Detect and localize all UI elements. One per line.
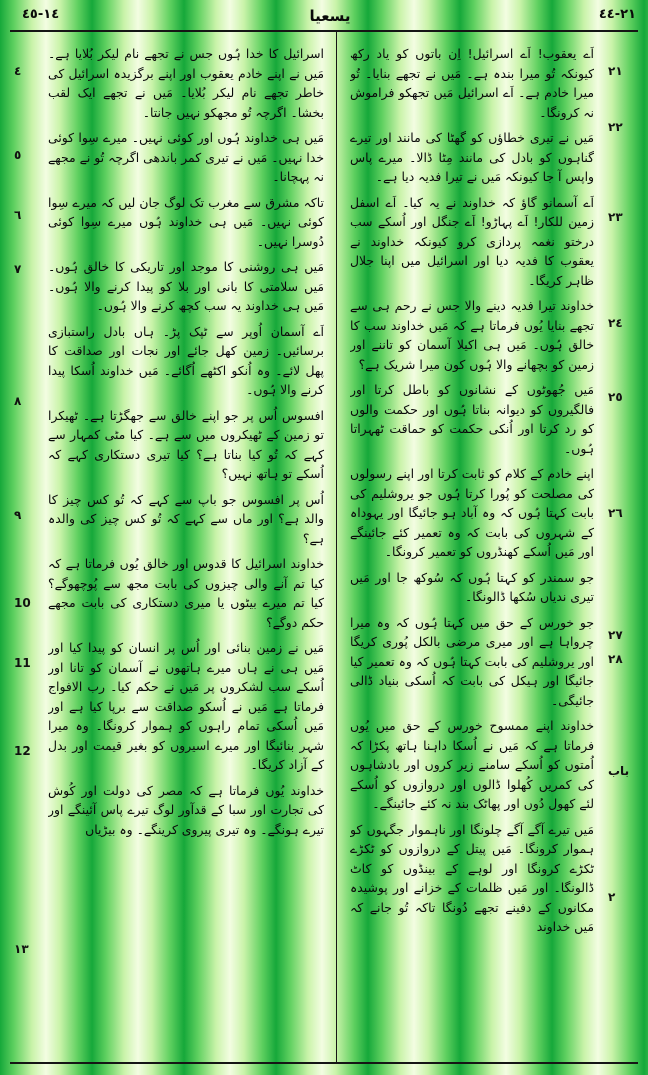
chapter-marker: باب	[608, 764, 630, 778]
book-title: يسعيا	[309, 7, 351, 25]
verse-text: مَیں جُھوٹوں کے نشانوں کو باطل کرتا اور فالگیروں کو دیوانہ بناتا ہُوں اور حکمت والوں کو رد کرتا اور اُنکی حکمت کو حماقت ٹھہراتا ہُوں۔	[350, 382, 594, 456]
verse	[48, 322, 324, 400]
verse	[48, 781, 324, 840]
right-verse-number: ٢٤	[608, 316, 623, 330]
verse	[48, 44, 324, 122]
verse-text: خداوند اسرائیل کا قدوس اور خالق یُوں فرماتا ہے کہ کیا تم آنے والی چیزوں کی بابت مجھ سے پُوچھوگے؟ کیا تم میرے بیٹوں یا میری دستکاری کی بابت مجھے حکم دوگے؟	[48, 556, 324, 630]
header-rule	[10, 30, 638, 32]
right-verse-number: ٢٧	[608, 628, 623, 642]
verse	[350, 613, 594, 711]
verse	[350, 568, 594, 607]
footer-rule	[10, 1062, 638, 1064]
verse-text: تاکہ مشرق سے مغرب تک لوگ جان لیں کہ میرے سِوا کوئی نہیں۔ مَیں ہی خداوند ہُوں میرے سِوا کوئی دُوسرا نہیں۔	[48, 194, 324, 249]
left-verse-number: ١٣	[14, 942, 29, 956]
verse	[48, 554, 324, 632]
right-verse-number: ٢٥	[608, 390, 623, 404]
verse-text: مَیں ہی روشنی کا موجد اور تاریکی کا خالق ہُوں۔ مَیں سلامتی کا بانی اور بلا کو پیدا کرنے والا ہُوں۔ مَیں ہی خداوند یہ سب کچھ کرنے والا ہُوں۔	[48, 259, 324, 313]
verse	[350, 44, 594, 122]
verse	[350, 128, 594, 187]
verse-text: مَیں نے زمین بنائی اور اُس پر انسان کو پیدا کیا اور مَیں ہی نے ہاں میرے ہاتھوں نے آسمان کو تانا اور اُسکے سب لشکروں پر مَیں نے حکم کیا۔ رب الافواج فرماتا ہے مَیں نے اُسکو صداقت سے برپا کیا ہے اور مَیں اُسکی تمام راہوں کو ہموار کرونگا۔ وہ میرا شہر بنائیگا اور میرے اسیروں کو بغیر قیمت اور بدل کے آزاد کریگا۔	[48, 640, 324, 772]
verse	[48, 638, 324, 775]
verse-text: اُس پر افسوس جو باپ سے کہے کہ تُو کس چیز کا والد ہے؟ اور ماں سے کہے کہ تُو کس چیز کی والدہ ہے؟	[48, 491, 324, 546]
verse-text: اپنے خادم کے کلام کو ثابت کرتا اور اپنے رسولوں کی مصلحت کو پُورا کرتا ہُوں جو یروشلیم کی بابت کہتا ہُوں کہ وہ آباد ہو جائیگا اور یہوداہ کے شہروں کی بابت کہ وہ تعمیر کئے جائینگے اور مَیں اُسکے کھنڈروں کو تعمیر کرونگا۔	[350, 466, 594, 559]
verse	[48, 257, 324, 316]
verse-text: اَے آسمان اُوپر سے ٹپک پڑ۔ ہاں بادل راستبازی برسائیں۔ زمین کھل جائے اور نجات اور صداقت کا پھل لائے۔ وہ اُنکو اکٹھے اُگائے۔ مَیں خداوند اُسکا پیدا کرنے والا ہُوں۔	[48, 323, 324, 397]
verse-text: اَے آسمانو گاؤ کہ خداوند نے یہ کیا۔ اَے اسفل زمین للکار! اَے پہاڑو! اَے جنگل اور اُسکے سب درختو نغمہ پردازی کرو کیونکہ خداوند نے یعقوب کا فدیہ دیا اور اسرائیل میں اپنا جلال ظاہر کریگا۔	[350, 194, 594, 288]
verse-text: مَیں ہی خداوند ہُوں اور کوئی نہیں۔ میرے سِوا کوئی خدا نہیں۔ مَیں نے تیری کمر باندھی اگرچہ تُو نے مجھے نہ پہچانا۔	[48, 130, 324, 184]
left-verse-number: ٨	[14, 394, 22, 408]
verse-text: مَیں نے تیری خطاؤں کو گھٹا کی مانند اور تیرے گناہوں کو بادل کی مانند مِٹا ڈالا۔ میرے پاس واپس آ جا کیونکہ مَیں نے تیرا فدیہ دیا ہے۔	[350, 130, 594, 184]
verse	[350, 296, 594, 374]
right-text-column	[350, 44, 594, 1060]
verse-text: جو خورس کے حق میں کہتا ہُوں کہ وہ میرا چرواہا ہے اور میری مرضی بالکل پُوری کریگا اور یروشلیم کی بابت کہتا ہُوں کہ وہ تعمیر کیا جائیگا اور ہیکل کی بابت کہ اُسکی بنیاد ڈالی جائیگی۔	[350, 614, 594, 708]
verse-text: خداوند اپنے ممسوح خورس کے حق میں یُوں فرماتا ہے کہ مَیں نے اُسکا داہنا ہاتھ پکڑا کہ اُمتوں کو اُسکے سامنے زیر کروں اور بادشاہوں کی کمریں کُھلوا ڈالوں اور دروازوں کو اُسکے لئے کھول دُوں اور پھاٹک بند نہ کئے جائینگے۔	[350, 718, 594, 811]
verse	[350, 464, 594, 562]
verse-text: جو سمندر کو کہتا ہُوں کہ سُوکھ جا اور مَیں تیری ندیاں سُکھا ڈالونگا۔	[350, 569, 594, 604]
verse	[48, 406, 324, 484]
verse-text: افسوس اُس پر جو اپنے خالق سے جھگڑتا ہے۔ ٹھیکرا تو زمین کے ٹھیکروں میں سے ہے۔ کیا مٹی کمہار سے کہے کہ تُو کیا بناتا ہے؟ کیا تیری دستکاری کہے کہ اُسکے تو ہاتھ نہیں؟	[48, 407, 324, 481]
verse-text: اَے یعقوب! اَے اسرائیل! اِن باتوں کو یاد رکھ کیونکہ تُو میرا بندہ ہے۔ مَیں نے تجھے بنایا۔ تُو میرا خادم ہے۔ اَے اسرائیل مَیں تجھکو فراموش نہ کرونگا۔	[350, 46, 594, 120]
verse	[350, 193, 594, 291]
left-verse-number: ٦	[14, 208, 22, 222]
verse	[48, 490, 324, 549]
left-verse-number: 11	[14, 656, 31, 670]
verse-text: خداوند تیرا فدیہ دینے والا جس نے رحم ہی سے تجھے بنایا یُوں فرماتا ہے کہ مَیں خداوند سب کا خالق ہُوں۔ مَیں ہی اکیلا آسمان کو تاننے اور زمین کو بچھانے والا ہُوں کون میرا شریک ہے؟	[350, 298, 594, 372]
verse-text: مَیں تیرے آگے آگے چلونگا اور ناہموار جگہوں کو ہموار کرونگا۔ مَیں پیتل کے دروازوں کو ٹکڑے ٹکڑے کرونگا اور لوہے کے بینڈوں کو کاٹ ڈالونگا۔ اور مَیں ظلمات کے خزانے اور پوشیدہ مکانوں کے دفینے تجھے دُونگا تاکہ تُو جانے کہ مَیں خداوند	[350, 821, 594, 934]
right-verse-number: ٢١	[608, 64, 623, 78]
verse	[48, 193, 324, 252]
header-right-reference: ٢١-٤٤	[598, 7, 636, 22]
left-verse-number: 10	[14, 596, 31, 610]
right-verse-number: ٢٣	[608, 210, 623, 224]
verse	[350, 380, 594, 458]
header-left-reference: ١٤-٤٥	[22, 7, 60, 22]
right-verse-number: ٢	[608, 890, 616, 904]
left-verse-number: ٥	[14, 148, 22, 162]
left-verse-number: 12	[14, 744, 31, 758]
left-verse-number: ٩	[14, 508, 22, 522]
right-verse-number: ٢٦	[608, 506, 623, 520]
verse	[48, 128, 324, 187]
right-verse-number: ٢٢	[608, 120, 623, 134]
verse	[350, 820, 594, 937]
verse-text: اسرائیل کا خدا ہُوں جس نے تجھے نام لیکر بُلایا ہے۔ مَیں نے اپنے خادم یعقوب اور اپنے برگزیدہ اسرائیل کی خاطر تجھے نام لیکر بُلایا۔ مَیں نے تجھے ایک لقب بخشا۔ اگرچہ تُو مجھکو نہیں جانتا۔	[48, 46, 324, 120]
column-divider	[336, 32, 337, 1062]
verse-text: خداوند یُوں فرماتا ہے کہ مصر کی دولت اور کُوش کی تجارت اور سبا کے قدآور لوگ تیرے پاس آئینگے اور تیرے ہونگے۔ وہ تیری پیروی کرینگے۔ وہ بیڑیاں	[48, 782, 324, 837]
left-verse-number: ٤	[14, 64, 22, 78]
left-text-column	[48, 44, 324, 1060]
left-verse-number: ٧	[14, 262, 22, 276]
verse	[350, 716, 594, 814]
right-verse-number: ٢٨	[608, 652, 623, 666]
page-header	[0, 0, 648, 30]
